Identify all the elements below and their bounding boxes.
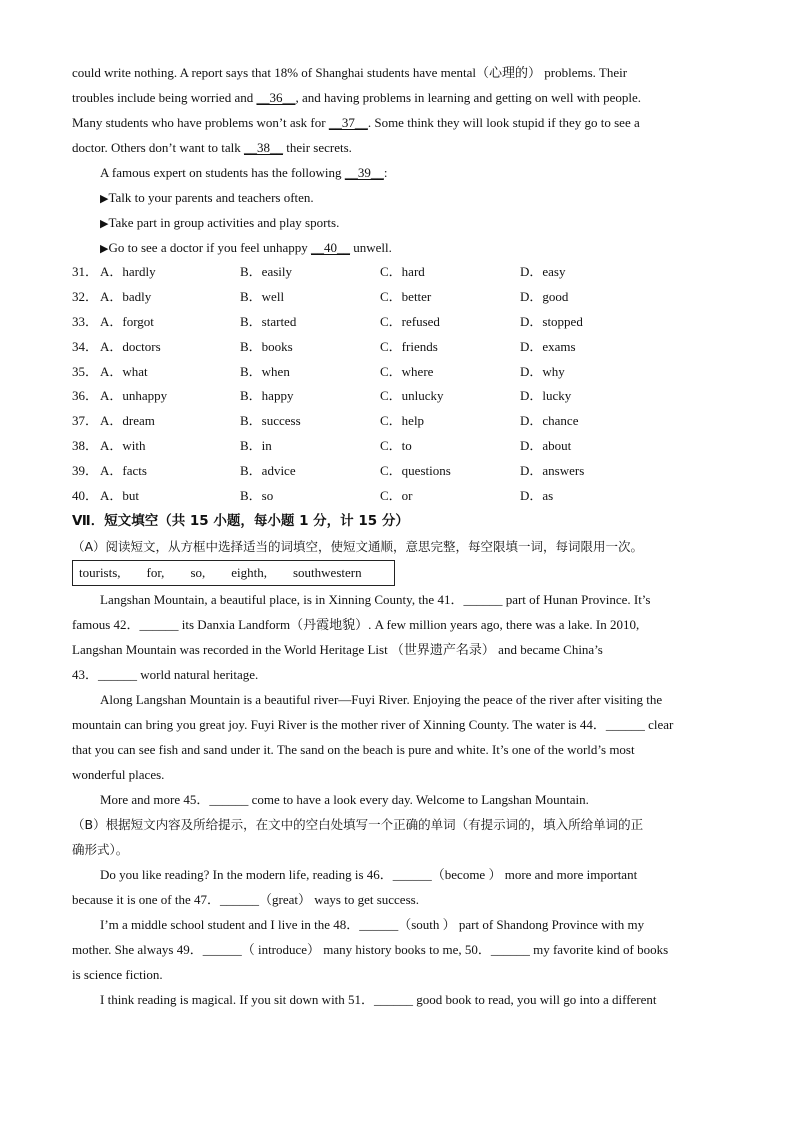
part-b-line: because it is one of the 47．______（great） ways to get success. [72,891,419,907]
option-b: B．easily [240,264,292,279]
part-b-line: I’m a middle school student and I live in the 48．______（south ） part of Shandong Province with my [100,916,645,932]
word-item: eighth, [231,564,267,580]
option-row [72,360,732,385]
part-b-line: I think reading is magical. If you sit down with 51．______ good book to read, you will go into a different [100,991,657,1007]
question-number: 34． [72,338,99,354]
option-a: A．facts [100,463,147,479]
question-number: 35． [72,363,99,379]
passage-line-1: could write nothing. A report says that 18% of Shanghai students have mental（心理的） problems. Their [72,65,628,80]
option-c: C．better [380,288,432,304]
option-a: A．but [100,488,140,504]
option-d: D．easy [520,264,566,279]
option-row [72,384,732,409]
option-a: A．badly [100,288,152,304]
text: troubles include being worried and [72,90,257,105]
option-row [72,434,732,459]
tip-2 [72,210,732,235]
text: Go to see a doctor if you feel unhappy [108,240,311,255]
blank-36: __36__ [256,90,296,105]
option-d: D．stopped [520,313,583,329]
passage-line-4 [72,135,732,160]
question-number: 40． [72,488,99,504]
option-d: D．answers [520,463,585,479]
text: Talk to your parents and teachers often. [108,190,314,205]
option-b: B．advice [240,463,296,479]
option-c: C．questions [380,463,451,479]
part-a-instruction: （A）阅读短文，从方框中选择适当的词填空，使短文通顺，意思完整，每空限填一词，每词限用一次。 [72,538,644,554]
option-c: C．refused [380,313,440,329]
part-b-line: Do you like reading? In the modern life, reading is 46．______（become ） more and more important [100,866,638,882]
option-a: A．with [100,438,146,454]
option-c: C．unlucky [380,388,444,404]
option-b: B．happy [240,388,294,404]
triangle-bullet-icon: ▶ [100,218,109,230]
option-d: D．chance [520,413,579,429]
option-c: C．hard [380,264,425,279]
option-row [72,260,732,285]
text: doctor. Others don’t want to talk [72,140,244,155]
option-c: C．help [380,413,425,429]
option-b: B．so [240,488,274,504]
part-b-instruction: （B）根据短文内容及所给提示，在文中的空白处填写一个正确的单词（有提示词的，填入所给单词的正 [72,816,644,832]
question-number: 37． [72,413,99,429]
blank-39: __39__ [344,165,384,180]
option-a: A．doctors [100,338,161,354]
word-item: southwestern [293,564,362,580]
triangle-bullet-icon: ▶ [100,193,109,205]
triangle-bullet-icon: ▶ [100,243,109,255]
text: unwell. [350,240,392,255]
part-a-line: Langshan Mountain was recorded in the World Heritage List （世界遗产名录） and became China’s [72,641,603,657]
option-a: A．hardly [100,264,156,279]
option-d: D．good [520,288,569,304]
question-number: 39． [72,463,99,479]
word-item: so, [190,564,206,580]
option-d: D．lucky [520,388,572,404]
option-d: D．about [520,438,572,454]
part-a-line: wonderful places. [72,766,165,782]
option-b: B．success [240,413,301,429]
word-item: for, [146,564,165,580]
option-row [72,409,732,434]
text: : [383,165,388,180]
option-a: A．unhappy [100,388,168,404]
option-row [72,459,732,484]
word-item: tourists, [79,564,121,580]
option-a: A．dream [100,413,155,429]
option-b: B．well [240,288,285,304]
part-a-line: Langshan Mountain, a beautiful place, is in Xinning County, the 41．______ part of Hunan Province. It’s [100,591,651,607]
tip-1 [72,185,732,210]
option-b: B．in [240,438,272,454]
option-c: C．where [380,363,434,379]
passage-line-2 [72,85,732,110]
part-b-line: is science fiction. [72,966,163,982]
word-box [72,560,395,586]
part-a-line: famous 42．______ its Danxia Landform（丹霞地貌）. A few million years ago, there was a lake. In 2010, [72,616,640,632]
part-b-instruction: 确形式）。 [72,841,129,857]
section-title: Ⅶ．短文填空（共 15 小题，每小题 1 分，计 15 分） [72,512,409,529]
option-d: D．as [520,488,554,504]
passage-line-5 [72,160,732,185]
text: their secrets. [282,140,352,155]
question-number: 33． [72,313,99,329]
option-row [72,484,732,509]
text: Take part in group activities and play sports. [108,215,340,230]
part-b-line: mother. She always 49．______（ introduce） many history books to me, 50．______ my favorite kind of books [72,941,669,957]
text: , and having problems in learning and getting on well with people. [295,90,641,105]
text: . Some think they will look stupid if they go to see a [367,115,640,130]
option-row [72,335,732,360]
part-a-line: More and more 45．______ come to have a look every day. Welcome to Langshan Mountain. [100,791,589,807]
part-a-line: 43．______ world natural heritage. [72,666,259,682]
option-d: D．why [520,363,565,379]
option-c: C．to [380,438,412,454]
option-c: C．or [380,488,413,504]
question-number: 36． [72,388,99,404]
option-row [72,310,732,335]
option-b: B．started [240,313,297,329]
blank-37: __37__ [328,115,368,130]
part-a-line: Along Langshan Mountain is a beautiful river—Fuyi River. Enjoying the peace of the river after visiting the [100,691,663,707]
option-c: C．friends [380,338,438,354]
question-number: 38． [72,438,99,454]
part-a-line: mountain can bring you great joy. Fuyi River is the mother river of Xinning County. The water is 44．______ clear [72,716,674,732]
passage-line-3 [72,110,732,135]
option-b: B．when [240,363,290,379]
blank-38: __38__ [243,140,283,155]
question-number: 31． [72,264,99,279]
text: Many students who have problems won’t ask for [72,115,329,130]
blank-40: __40__ [311,240,350,255]
tip-3 [72,235,732,260]
option-a: A．what [100,363,148,379]
question-number: 32． [72,288,99,304]
option-d: D．exams [520,338,576,354]
exam-page [72,60,732,1012]
part-a-line: that you can see fish and sand under it. The sand on the beach is pure and white. It’s one of the world’s most [72,741,635,757]
option-row [72,285,732,310]
options-list [72,260,732,509]
text: A famous expert on students has the following [100,165,345,180]
option-a: A．forgot [100,313,154,329]
option-b: B．books [240,338,293,354]
